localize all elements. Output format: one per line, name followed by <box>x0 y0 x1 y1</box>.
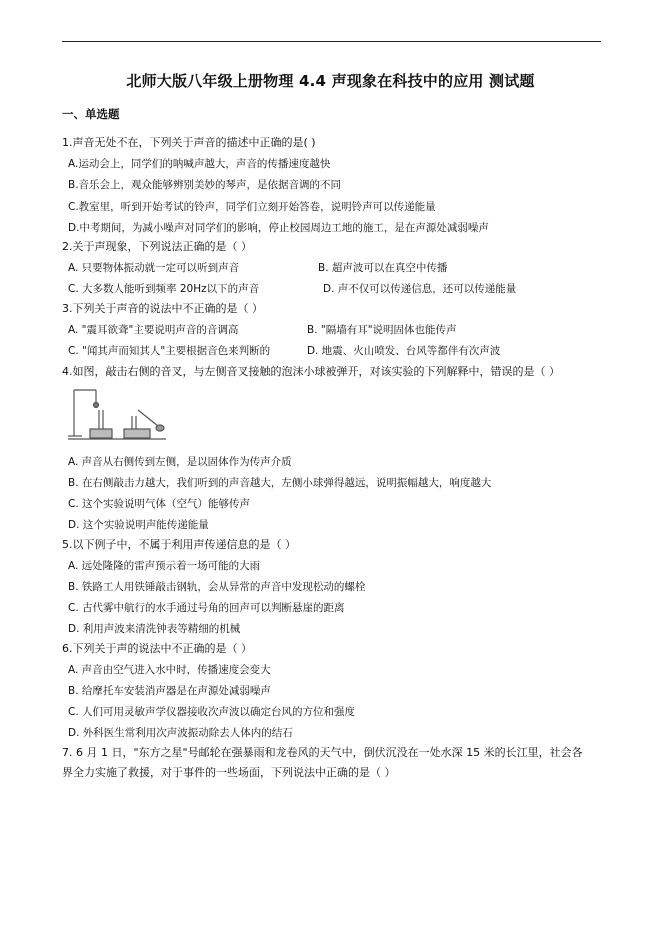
question-3-stem: 3.下列关于声音的说法中不正确的是（ ） <box>62 302 263 315</box>
question-3-option-c: C. "闻其声而知其人"主要根据音色来判断的 <box>68 345 271 357</box>
question-5-option-a: A. 远处隆隆的雷声预示着一场可能的大雨 <box>68 560 261 572</box>
question-4-option-c: C. 这个实验说明气体（空气）能够传声 <box>68 498 251 510</box>
question-1-option-a: A.运动会上，同学们的呐喊声越大，声音的传播速度越快 <box>68 158 331 170</box>
question-6-option-d: D. 外科医生常利用次声波振动除去人体内的结石 <box>68 727 293 739</box>
question-4-option-a: A. 声音从右侧传到左侧，是以固体作为传声介质 <box>68 456 292 468</box>
question-7-stem-continued: 界全力实施了救援，对于事件的一些场面，下列说法中正确的是（ ） <box>62 766 396 779</box>
question-5-stem: 5.以下例子中，不属于利用声传递信息的是（ ） <box>62 538 296 551</box>
header-rule <box>62 41 601 42</box>
question-4-option-b: B. 在右侧敲击力越大，我们听到的声音越大，左侧小球弹得越远，说明振幅越大，响度越大 <box>68 477 492 489</box>
question-3-option-a: A. "震耳欲聋"主要说明声音的音调高 <box>68 324 239 336</box>
question-1-stem: 1.声音无处不在，下列关于声音的描述中正确的是( ) <box>62 136 316 149</box>
section-heading: 一、单选题 <box>62 107 120 121</box>
question-1-option-b: B.音乐会上，观众能够辨别美妙的琴声，是依据音调的不同 <box>68 179 342 191</box>
question-6-option-a: A. 声音由空气进入水中时，传播速度会变大 <box>68 664 271 676</box>
question-6-stem: 6.下列关于声的说法中不正确的是（ ） <box>62 642 252 655</box>
question-2-option-d: D. 声不仅可以传递信息，还可以传递能量 <box>323 283 517 295</box>
question-6-option-b: B. 给摩托车安装消声器是在声源处减弱噪声 <box>68 685 271 697</box>
question-5-option-c: C. 古代雾中航行的水手通过号角的回声可以判断悬崖的距离 <box>68 602 345 614</box>
question-5-option-b: B. 铁路工人用铁锤敲击钢轨，会从异常的声音中发现松动的螺栓 <box>68 581 366 593</box>
page-title: 北师大版八年级上册物理 4.4 声现象在科技中的应用 测试题 <box>126 72 535 90</box>
question-4-stem: 4.如图，敲击右侧的音叉，与左侧音叉接触的泡沫小球被弹开，对该实验的下列解释中，错误的是（ ） <box>62 365 560 378</box>
question-3-option-b: B. "隔墙有耳"说明固体也能传声 <box>307 324 457 336</box>
tuning-fork-diagram <box>66 386 176 446</box>
question-4-option-d: D. 这个实验说明声能传递能量 <box>68 519 209 531</box>
question-2-option-a: A. 只要物体振动就一定可以听到声音 <box>68 262 240 274</box>
question-7-stem: 7. 6 月 1 日，"东方之星"号邮轮在强暴雨和龙卷风的天气中，倒伏沉没在一处水深 15 米的长江里，社会各 <box>62 746 583 759</box>
question-5-option-d: D. 利用声波来清洗钟表等精细的机械 <box>68 623 241 635</box>
question-2-option-b: B. 超声波可以在真空中传播 <box>318 262 448 274</box>
question-6-option-c: C. 人们可用灵敏声学仪器接收次声波以确定台风的方位和强度 <box>68 706 356 718</box>
question-3-option-d: D. 地震、火山喷发、台风等都伴有次声波 <box>307 345 501 357</box>
question-2-option-c: C. 大多数人能听到频率 20Hz以下的声音 <box>68 283 260 295</box>
question-1-option-d: D.中考期间，为减小噪声对同学们的影响，停止校园周边工地的施工，是在声源处减弱噪声 <box>68 222 489 234</box>
question-1-option-c: C.教室里，听到开始考试的铃声，同学们立刻开始答卷，说明铃声可以传递能量 <box>68 201 436 213</box>
question-2-stem: 2.关于声现象，下列说法正确的是（ ） <box>62 240 252 253</box>
